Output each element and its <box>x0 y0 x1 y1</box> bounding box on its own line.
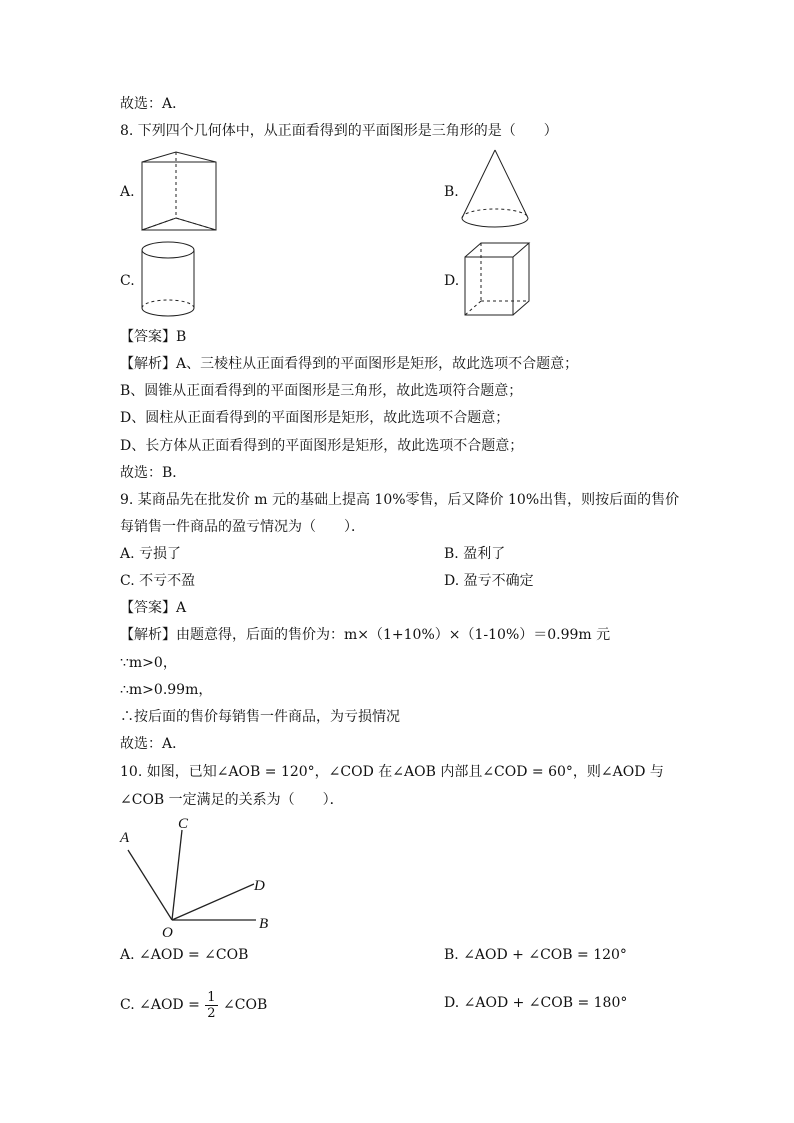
q8-option-a-label: A. <box>120 184 135 200</box>
point-b-label: B <box>259 916 269 932</box>
q9-answer: 【答案】A <box>120 600 187 616</box>
ray-od <box>172 884 254 920</box>
q8-analysis-line-4: D、长方体从正面看得到的平面图形是矩形，故此选项不合题意； <box>120 438 524 454</box>
cone-figure <box>460 148 530 232</box>
one-half-fraction <box>205 990 217 1021</box>
q9-conclusion: 故选：A． <box>120 736 187 752</box>
q8-conclusion: 故选：B． <box>120 465 187 481</box>
q10-option-c-prefix: C. ∠AOD = <box>120 997 200 1013</box>
q8-answer: 【答案】B <box>120 329 187 345</box>
question-9-stem-line-2: 每销售一件商品的盈亏情况为（ ）． <box>120 519 365 535</box>
ray-oa <box>128 850 172 920</box>
q9-analysis-line-3: ∴m>0.99m， <box>120 682 213 698</box>
q9-option-d: D. 盈亏不确定 <box>444 573 534 589</box>
cuboid-figure <box>463 241 531 319</box>
fraction-denominator: 2 <box>207 1005 216 1021</box>
point-d-label: D <box>254 878 265 894</box>
ray-oc <box>172 830 182 920</box>
q8-option-b-label: B. <box>444 184 459 200</box>
q9-analysis-line-1: 【解析】由题意得，后面的售价为：m×（1+10%）×（1-10%）＝0.99m 元 <box>120 627 611 643</box>
angle-diagram <box>116 812 286 940</box>
question-10-stem-line-2: ∠COB 一定满足的关系为（ ）． <box>120 792 344 808</box>
question-10-stem-line-1: 10. 如图，已知∠AOB = 120°，∠COD 在∠AOB 内部且∠COD = 60°，则∠AOD 与 <box>120 764 664 780</box>
point-a-label: A <box>120 830 130 846</box>
q10-option-d: D. ∠AOD + ∠COB = 180° <box>444 995 628 1011</box>
q8-option-d-label: D. <box>444 273 460 289</box>
q10-option-a: A. ∠AOD = ∠COB <box>120 947 249 963</box>
question-8-stem: 8. 下列四个几何体中，从正面看得到的平面图形是三角形的是（ ） <box>120 123 558 139</box>
q8-analysis-line-3: D、圆柱从正面看得到的平面图形是矩形，故此选项不合题意； <box>120 410 510 426</box>
fraction-numerator: 1 <box>207 989 216 1005</box>
q10-option-b: B. ∠AOD + ∠COB = 120° <box>444 947 627 963</box>
q9-option-b: B. 盈利了 <box>444 546 506 562</box>
q10-option-c-suffix: ∠COB <box>223 997 268 1013</box>
question-9-stem-line-1: 9. 某商品先在批发价 m 元的基础上提高 10%零售，后又降价 10%出售，则按后面的售价 <box>120 492 680 508</box>
q9-option-a: A. 亏损了 <box>120 546 182 562</box>
point-c-label: C <box>178 816 189 832</box>
q10-option-c <box>120 986 267 1024</box>
q9-option-c: C. 不亏不盈 <box>120 573 196 589</box>
triangular-prism-figure <box>140 150 220 232</box>
q9-analysis-line-2: ∵m>0， <box>120 655 177 671</box>
q8-analysis-line-2: B、圆锥从正面看得到的平面图形是三角形，故此选项符合题意； <box>120 383 523 399</box>
q8-analysis-line-1: 【解析】A、三棱柱从正面看得到的平面图形是矩形，故此选项不合题意； <box>120 356 579 372</box>
cylinder-figure <box>140 240 198 320</box>
q9-analysis-line-4: ∴按后面的售价每销售一件商品，为亏损情况 <box>120 709 400 725</box>
q8-option-c-label: C. <box>120 273 135 289</box>
previous-conclusion: 故选：A． <box>120 96 187 112</box>
point-o-label: O <box>162 925 173 941</box>
